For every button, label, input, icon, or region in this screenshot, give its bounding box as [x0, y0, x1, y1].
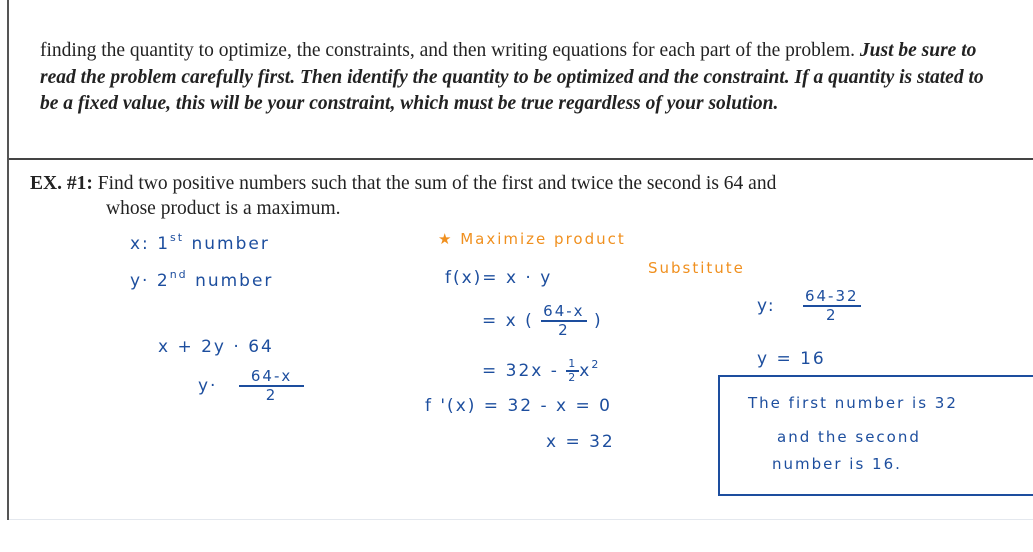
left-margin-line: [7, 0, 9, 520]
derivative-equation: f '(x) = 32 - x = 0: [425, 396, 612, 416]
answer-line1: The first number is 32: [748, 394, 958, 412]
substitution-step: = x ( $\frac{64-x}{2}$ ): [482, 302, 603, 339]
y-solved-equation: y· $\frac{64-x}{2}$: [198, 368, 304, 404]
x-result: x = 32: [546, 432, 615, 452]
section-divider: [9, 158, 1033, 160]
y-calculation: y: $\frac{64-32}{2}$: [757, 287, 859, 324]
expanded-function: = 32x - $\frac{1}{2}$ $x^2$: [482, 357, 601, 384]
answer-line3: number is 16.: [772, 455, 902, 473]
intro-emphasis-text: Just be sure to read the problem carefully first. Then identify the quantity to be optimized and the constraint. If a quantity is stated to be a fixed value, this will be your constraint, which must be true regardless of your solution.: [40, 40, 984, 114]
y-result: y = 16: [757, 349, 826, 369]
example-text-line1: Find two positive numbers such that the sum of the first and twice the second is 64 and: [97, 173, 777, 194]
answer-line2: and the second: [777, 428, 921, 446]
maximize-note: ★ Maximize product: [438, 230, 626, 248]
page-bottom-edge: [9, 519, 1033, 520]
definition-y: y· 2nd number: [130, 268, 274, 291]
definition-x: x: 1st number: [130, 231, 270, 254]
example-label: EX. #1:: [30, 173, 93, 194]
constraint-equation: x + 2y · 64: [158, 337, 274, 357]
intro-paragraph: [40, 38, 1000, 118]
example-heading: [30, 171, 776, 198]
substitute-note: Substitute: [648, 259, 745, 277]
example-text-line2: whose product is a maximum.: [106, 198, 341, 219]
objective-function: f(x)= x · y: [445, 268, 553, 288]
intro-plain-text: finding the quantity to optimize, the constraints, and then writing equations for each part of the problem.: [40, 40, 856, 61]
